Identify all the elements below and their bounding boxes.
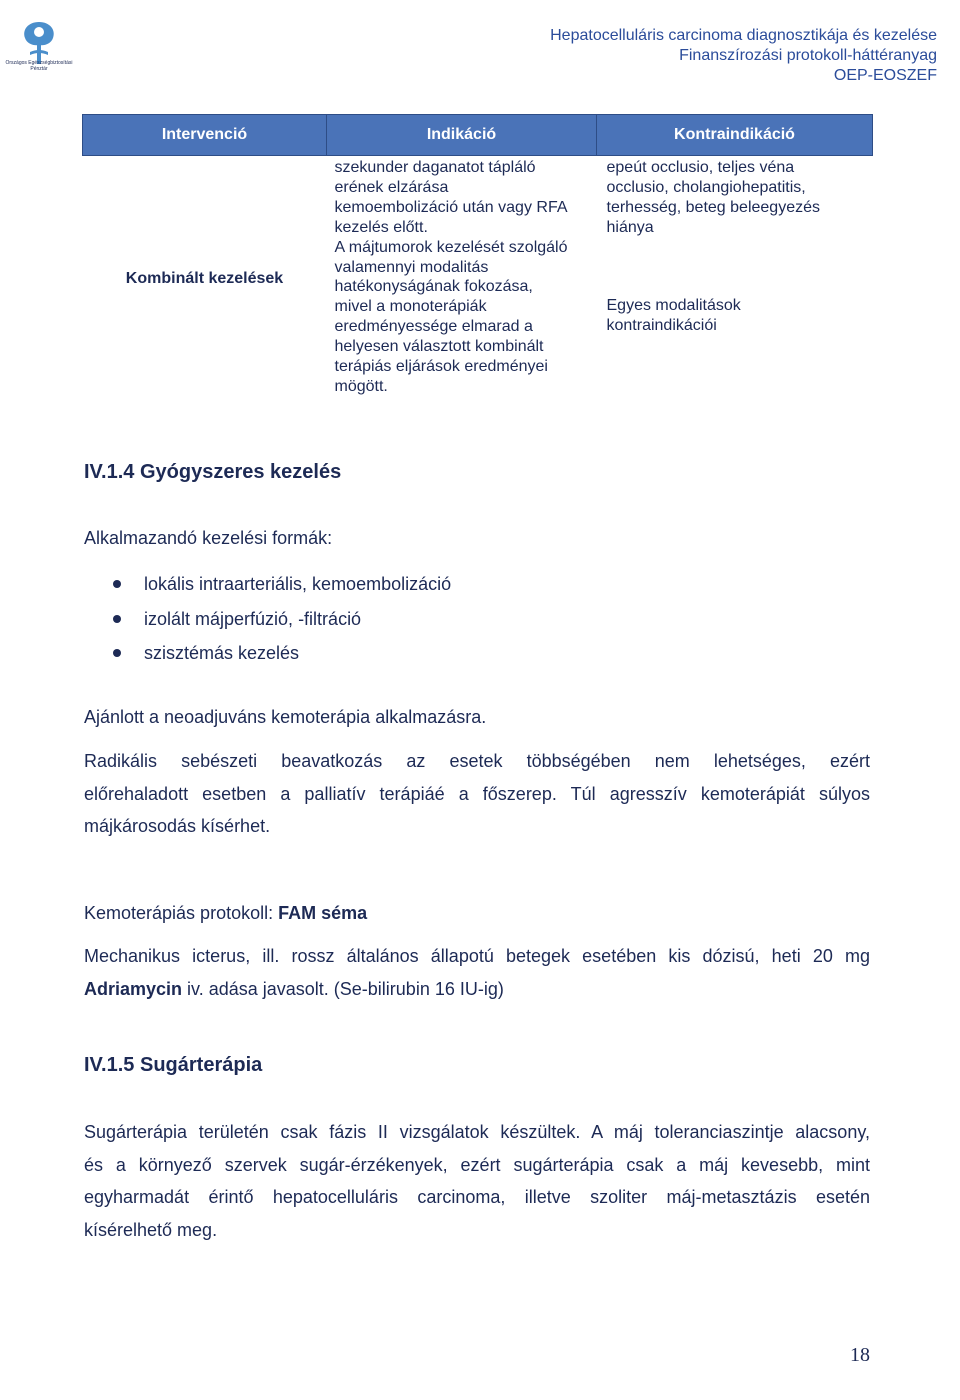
section-heading-radiotherapy: IV.1.5 Sugárterápia (84, 1054, 263, 1076)
contraindication-line: epeút occlusio, teljes véna (606, 159, 795, 176)
cell-contraindication (597, 156, 873, 397)
header-title: Hepatocelluláris carcinoma diagnosztikája és kezelése (550, 27, 937, 44)
intervention-table (82, 114, 873, 397)
protocol-label: Kemoterápiás protokoll: (84, 903, 279, 923)
list-item: szisztémás kezelés (84, 637, 451, 672)
column-header-indication: Indikáció (327, 115, 597, 156)
column-header-intervention: Intervenció (83, 115, 327, 156)
protocol-value: FAM séma (278, 903, 368, 923)
logo-text: Országos Egészségbiztosítási Pénztár (5, 60, 73, 72)
paragraph-line: előrehaladott esetben a palliatív terápiáé a főszerep. Túl agresszív kemoterápiát súlyos (84, 783, 870, 804)
indication-line: eredményessége elmarad a (334, 318, 533, 336)
cell-intervention: Kombinált kezelések (125, 270, 284, 288)
indication-line: helyesen választott kombinált (334, 338, 544, 356)
forms-heading: Alkalmazandó kezelési formák: (84, 528, 333, 548)
icterus-paragraph (84, 940, 870, 1005)
list-item: izolált májperfúzió, -filtráció (84, 603, 451, 638)
indication-line: valamennyi modalitás (334, 258, 489, 276)
radical-surgery-paragraph (84, 745, 870, 843)
header-org: OEP-EOSZEF (833, 67, 937, 84)
running-header (550, 26, 937, 86)
indication-line: hatékonyságának fokozása, (334, 278, 533, 296)
table-header-row (83, 115, 873, 156)
indication-line: A májtumorok kezelését szolgáló (334, 238, 568, 256)
protocol-line (84, 903, 870, 924)
paragraph-line: májkárosodás kísérhet. (84, 816, 271, 836)
radiotherapy-paragraph (84, 1116, 870, 1246)
contraindication-line: occlusio, cholangiohepatitis, (606, 178, 806, 196)
indication-line: kemoembolizáció után vagy RFA (334, 198, 568, 216)
paragraph-line: és a környező szervek sugár-érzékenyek, ezért sugárterápia csak a máj kevesebb, mint (84, 1154, 870, 1175)
indication-line: mivel a monoterápiák (334, 298, 487, 316)
neoadjuvant-paragraph: Ajánlott a neoadjuváns kemoterápia alkalmazásra. (84, 707, 487, 727)
contraindication-line: kontraindikációi (606, 316, 717, 334)
paragraph-line: Sugárterápia területén csak fázis II vizsgálatok készültek. A máj toleranciaszintje alacsony, (84, 1122, 870, 1142)
indication-line: szekunder daganatot tápláló (334, 159, 536, 176)
treatment-forms-list (84, 568, 451, 672)
table-row (83, 156, 873, 397)
section-heading-drug-therapy: IV.1.4 Gyógyszeres kezelés (84, 461, 342, 483)
indication-line: terápiás eljárások eredményei (334, 358, 548, 376)
page-number: 18 (850, 1344, 870, 1366)
contraindication-line: hiánya (606, 218, 654, 236)
list-item: lokális intraarteriális, kemoembolizáció (84, 568, 451, 603)
indication-line: kezelés előtt. (334, 218, 428, 236)
indication-line: mögött. (334, 377, 388, 395)
header-subtitle: Finanszírozási protokoll-háttéranyag (679, 47, 937, 64)
cell-indication (327, 156, 597, 397)
column-header-contraindication: Kontraindikáció (597, 115, 873, 156)
paragraph-line: egyharmadát érintő hepatocelluláris carcinoma, illetve szoliter máj-metasztázis esetén (84, 1187, 870, 1207)
contraindication-line: terhesség, beteg beleegyezés (606, 198, 820, 216)
paragraph-line: Radikális sebészeti beavatkozás az esetek többségében nem lehetséges, ezért (84, 751, 870, 771)
drug-name: Adriamycin (84, 978, 183, 999)
paragraph-line (84, 973, 870, 1006)
paragraph-line: Mechanikus icterus, ill. rossz általános állapotú betegek esetében kis dózisú, heti 20 mg (84, 946, 870, 966)
paragraph-line: kísérelhető meg. (84, 1219, 218, 1240)
paragraph-text: iv. adása javasolt. (Se-bilirubin 16 IU-ig) (182, 978, 504, 999)
indication-line: erének elzárása (334, 178, 449, 196)
contraindication-line: Egyes modalitások (606, 296, 741, 314)
